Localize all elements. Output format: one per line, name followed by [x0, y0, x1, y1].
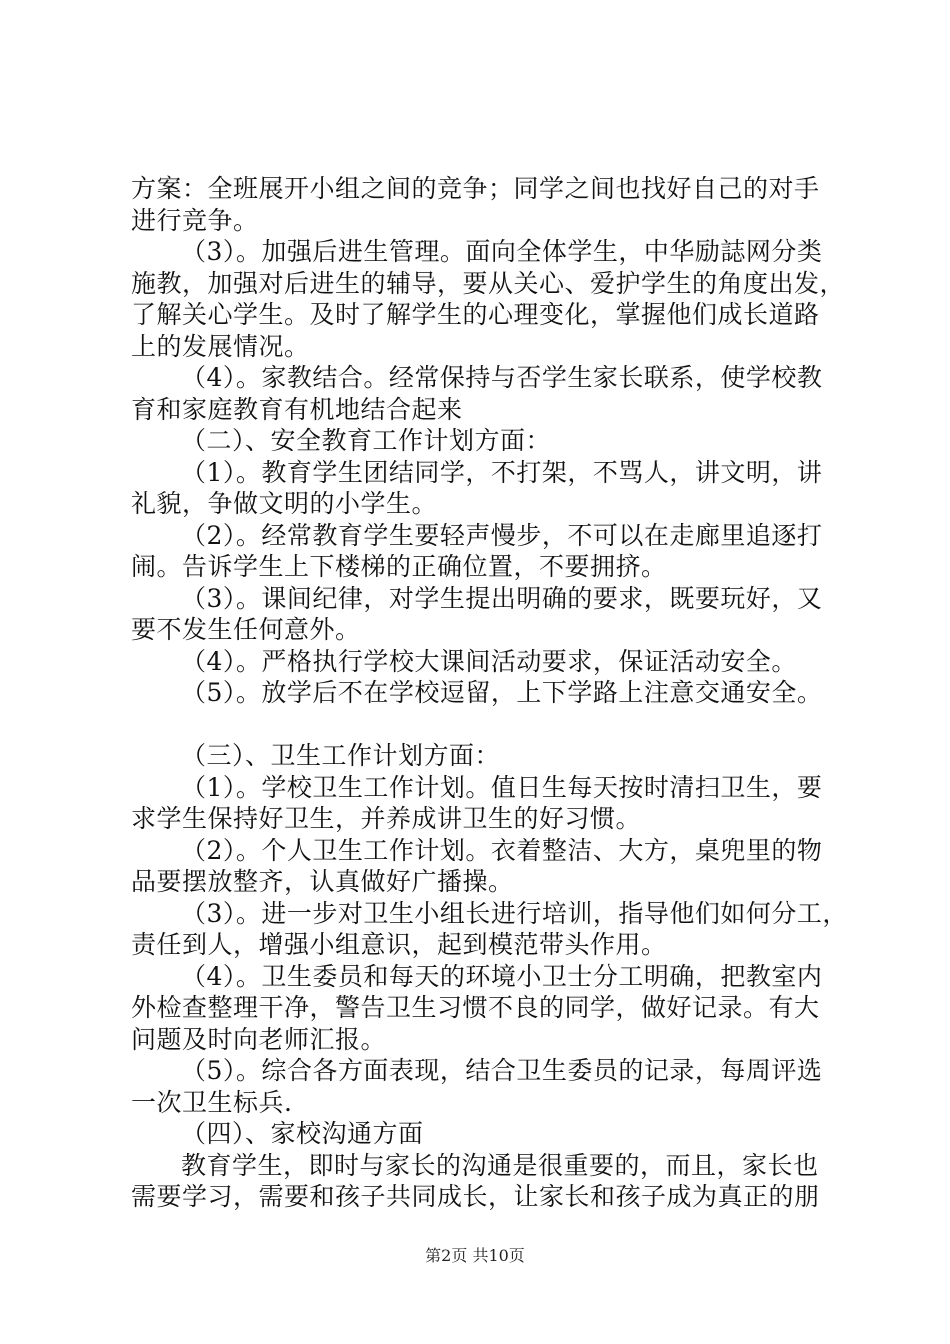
text-line: 责任到人，增强小组意识，起到模范带头作用。	[131, 930, 667, 959]
text-line: （4）。卫生委员和每天的环境小卫士分工明确，把教室内	[181, 961, 823, 991]
text-line: 了解关心学生。及时了解学生的心理变化，掌握他们成长道路	[131, 300, 820, 329]
text-line: 品要摆放整齐，认真做好广播操。	[131, 867, 514, 896]
section-heading: （二）、安全教育工作计划方面：	[181, 426, 552, 455]
text-line: 教育学生，即时与家长的沟通是很重要的，而且，家长也	[181, 1150, 819, 1180]
text-line: （1）。学校卫生工作计划。值日生每天按时清扫卫生，要	[181, 772, 823, 802]
text-line: （5）。放学后不在学校逗留，上下学路上注意交通安全。	[181, 678, 823, 707]
text-line: 要不发生任何意外。	[131, 615, 361, 644]
text-line: （3）。进一步对卫生小组长进行培训，指导他们如何分工，	[181, 898, 848, 928]
text-line: 进行竞争。	[131, 205, 259, 235]
text-line: （5）。综合各方面表现，结合卫生委员的记录，每周评选	[181, 1056, 823, 1085]
text-line: 施教，加强对后进生的辅导，要从关心、爱护学生的角度出发，	[131, 268, 846, 298]
text-line: 问题及时向老师汇报。	[131, 1024, 387, 1054]
section-heading: （三）、卫生工作计划方面：	[181, 741, 501, 770]
text-line: （2）。经常教育学生要轻声慢步，不可以在走廊里追逐打	[181, 520, 823, 550]
text-line: 求学生保持好卫生，并养成讲卫生的好习惯。	[131, 804, 642, 833]
text-line: （3）。课间纪律，对学生提出明确的要求，既要玩好，又	[181, 583, 823, 613]
document-body	[131, 173, 848, 1213]
text-line: 方案：全班展开小组之间的竞争；同学之间也找好自己的对手	[131, 174, 820, 203]
text-line: （4）。严格执行学校大课间活动要求，保证活动安全。	[181, 646, 797, 676]
text-line: 需要学习，需要和孩子共同成长，让家长和孩子成为真正的朋	[131, 1182, 820, 1211]
text-line: （4）。家教结合。经常保持与否学生家长联系，使学校教	[181, 363, 823, 392]
text-line: （1）。教育学生团结同学，不打架，不骂人，讲文明，讲	[181, 457, 823, 487]
section-heading: （四）、家校沟通方面	[181, 1119, 424, 1148]
text-line: 闹。告诉学生上下楼梯的正确位置，不要拥挤。	[131, 552, 667, 581]
text-line: 一次卫生标兵.	[131, 1087, 293, 1117]
blank-line	[131, 709, 831, 741]
text-line: （2）。个人卫生工作计划。衣着整洁、大方，桌兜里的物	[181, 835, 823, 865]
page-number-footer: 第2页 共10页	[425, 1246, 525, 1265]
text-line: 育和家庭教育有机地结合起来	[131, 394, 463, 424]
text-line: 外检查整理干净，警告卫生习惯不良的同学，做好记录。有大	[131, 993, 820, 1022]
text-line: 上的发展情况。	[131, 331, 310, 361]
text-line: （3）。加强后进生管理。面向全体学生，中华励誌网分类	[181, 237, 823, 266]
text-line: 礼貌，争做文明的小学生。	[131, 489, 438, 518]
